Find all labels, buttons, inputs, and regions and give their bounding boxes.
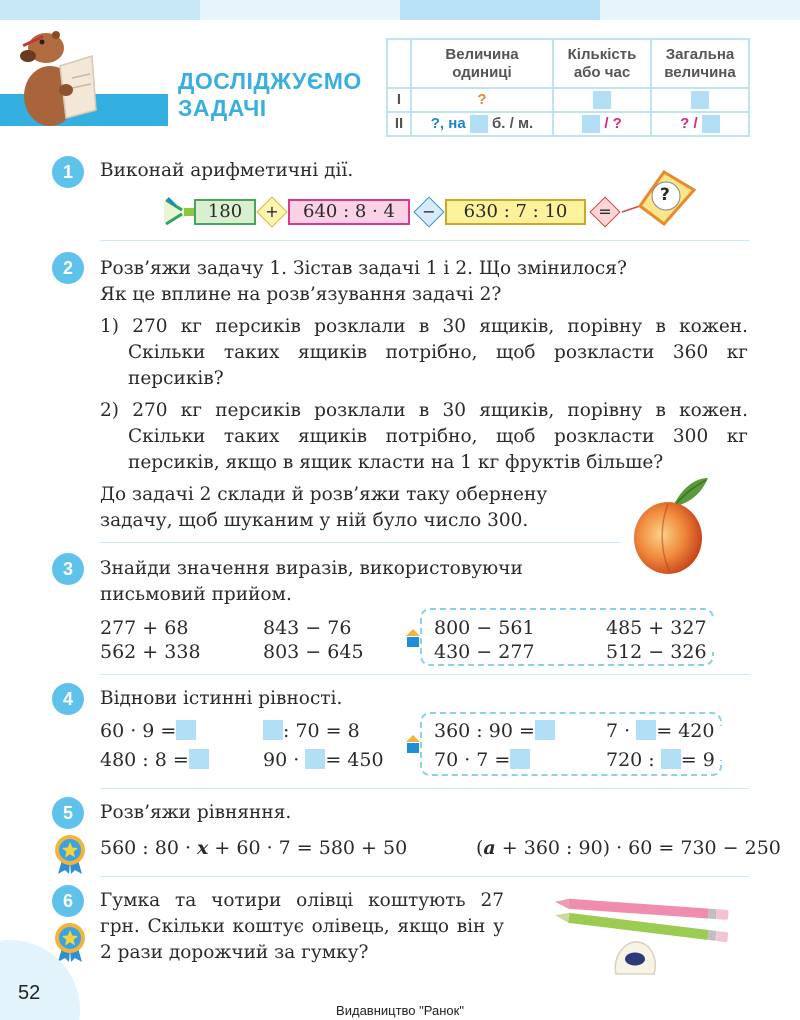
table-cell-box — [553, 88, 651, 112]
answer-box[interactable] — [263, 720, 283, 740]
chain-expression-1: 640 : 8 · 4 — [288, 199, 410, 225]
equality: 720 : = 9 — [606, 749, 715, 771]
task5-text: Розв’яжи рівняння. — [100, 802, 292, 823]
separator — [100, 542, 620, 543]
pencil-tip-icon — [162, 196, 196, 226]
stairs-icon — [404, 626, 422, 648]
equality: 70 · 7 = — [434, 748, 530, 772]
section-title-line2: ЗАДАЧІ — [178, 95, 267, 121]
stairs-icon — [404, 732, 422, 754]
medal-star-icon — [52, 922, 88, 962]
expression: 512 − 326 — [606, 641, 707, 663]
table-cell-box — [651, 88, 749, 112]
plus-operator: + — [256, 196, 287, 227]
separator — [100, 876, 750, 877]
section-title-line1: ДОСЛІДЖУЄМО — [178, 68, 362, 94]
table-header-count: Кількість або час — [553, 39, 651, 88]
expression: 277 + 68 — [100, 617, 189, 639]
expression: 843 − 76 — [263, 617, 352, 639]
answer-box[interactable] — [636, 720, 656, 740]
kite-result-icon — [618, 166, 698, 230]
pencils-and-eraser-icon — [548, 896, 738, 980]
task-number-2: 2 — [52, 252, 84, 284]
task2-line1: Розв’яжи задачу 1. Зістав задачі 1 і 2. Що змінилося? — [100, 258, 627, 279]
table-corner — [387, 39, 411, 88]
task-number-3: 3 — [52, 553, 84, 585]
equality: 360 : 90 = — [434, 719, 555, 743]
task2-line2: Як це вплине на розв’язування задачі 2? — [100, 284, 502, 305]
equals-operator: = — [589, 196, 620, 227]
task4-text: Віднови істинні рівності. — [100, 688, 343, 709]
answer-box[interactable] — [510, 749, 530, 769]
equality: 90 · = 450 — [263, 749, 384, 771]
task-number-6: 6 — [52, 885, 84, 917]
equality: : 70 = 8 — [263, 719, 360, 743]
answer-box[interactable] — [176, 720, 196, 740]
table-cell-total-2: ? / — [651, 112, 749, 136]
table-header-total: Загальна величина — [651, 39, 749, 88]
frame-gap — [716, 726, 726, 760]
chain-expression-2: 630 : 7 : 10 — [445, 199, 586, 225]
task6-text: Гумка та чотири олівці коштують 27 грн. Скільки коштує олівець, якщо він у 2 рази дорожчий за гумку? — [100, 890, 504, 963]
expression: 803 − 645 — [263, 641, 364, 663]
answer-box[interactable] — [535, 720, 555, 740]
top-band-3 — [400, 0, 600, 20]
separator — [100, 788, 750, 789]
kite-question-mark: ? — [660, 185, 670, 205]
equality: 7 · = 420 — [606, 720, 715, 742]
capybara-mascot-icon — [14, 26, 100, 126]
table-cell-q: ? — [411, 88, 553, 112]
task2-inverse: До задачі 2 склади й розв’яжи таку обернену задачу, щоб шуканим у ній було число 300. — [100, 484, 548, 531]
section-title — [178, 68, 362, 122]
expression: 430 − 277 — [434, 641, 535, 663]
top-band-4 — [600, 0, 800, 20]
separator — [100, 240, 750, 241]
expression: 562 + 338 — [100, 641, 201, 663]
task3-text: Знайди значення виразів, використовуючи письмовий прийом. — [100, 558, 523, 605]
chain-start: 180 — [194, 199, 256, 225]
peach-icon — [630, 474, 716, 578]
top-band-1 — [0, 0, 200, 20]
quantity-table — [386, 38, 750, 137]
expression: 800 − 561 — [434, 617, 535, 639]
equation-2: (a + 360 : 90) · 60 = 730 − 250 — [476, 837, 781, 859]
equality: 480 : 8 = — [100, 748, 209, 772]
answer-box[interactable] — [189, 749, 209, 769]
expression: 485 + 327 — [606, 617, 707, 639]
medal-star-icon — [52, 834, 88, 874]
separator — [100, 674, 750, 675]
table-row-label-1: I — [387, 88, 411, 112]
task-number-1: 1 — [52, 156, 84, 188]
table-cell-count-2: / ? — [553, 112, 651, 136]
task1-text: Виконай арифметичні дії. — [100, 160, 354, 181]
minus-operator: − — [413, 196, 444, 227]
answer-box[interactable] — [305, 749, 325, 769]
table-header-unit: Величина одиниці — [411, 39, 553, 88]
equation-1: 560 : 80 · x + 60 · 7 = 580 + 50 — [100, 837, 408, 859]
equality: 60 · 9 = — [100, 719, 196, 743]
top-band-2 — [200, 0, 400, 20]
page-number: 52 — [18, 982, 41, 1004]
frame-gap — [708, 620, 718, 652]
task-number-4: 4 — [52, 683, 84, 715]
table-cell-unit-2: ?, на б. / м. — [411, 112, 553, 136]
table-row-label-2: II — [387, 112, 411, 136]
task2-problem-2: 2) 270 кг персиків розклали в 30 ящиків, порівну в кожен. Скільки таких ящиків потрібно, щоб розкласти 300 кг персиків, якщо в ящик класти на 1 кг фруктів більше? — [100, 400, 748, 473]
publisher-footer: Видавництво "Ранок" — [336, 1003, 464, 1018]
task2-problem-1: 1) 270 кг персиків розклали в 30 ящиків, порівну в кожен. Скільки таких ящиків потрібно, щоб розкласти 360 кг персиків? — [100, 316, 748, 389]
answer-box[interactable] — [661, 749, 681, 769]
task-number-5: 5 — [52, 797, 84, 829]
